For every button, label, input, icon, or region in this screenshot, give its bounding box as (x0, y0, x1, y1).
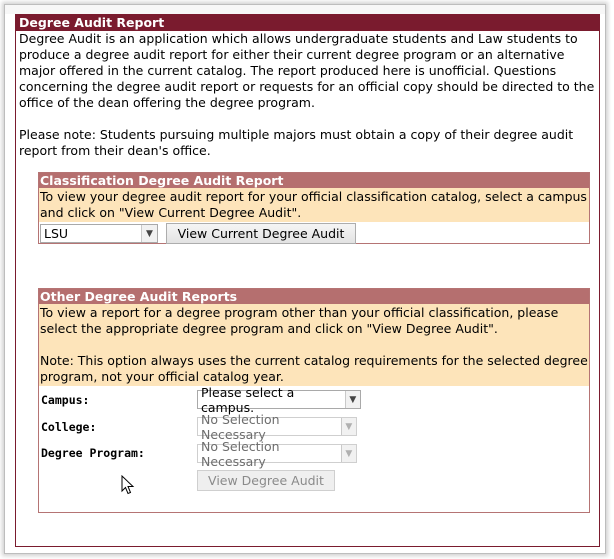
top-scroll-sliver (5, 5, 605, 14)
campus-select-value: Please select a campus. (201, 384, 295, 415)
view-degree-audit-button[interactable]: View Degree Audit (197, 470, 335, 491)
chevron-down-icon: ▼ (341, 418, 356, 435)
other-reports-description (39, 304, 589, 386)
other-reports-title: Other Degree Audit Reports (39, 289, 589, 304)
campus-label: Campus: (41, 393, 90, 407)
classification-description (39, 188, 589, 222)
classification-campus-value: LSU (44, 226, 69, 241)
classification-title: Classification Degree Audit Report (39, 173, 589, 188)
classification-description-text: To view your degree audit report for your official classification catalog, select a campus and click on "View Current Degree Audit". (40, 189, 587, 220)
degree-audit-panel (15, 14, 600, 547)
multiple-majors-note: Please note: Students pursuing multiple majors must obtain a copy of their degree audit report from their dean's office. (19, 127, 574, 158)
degree-program-select[interactable] (197, 438, 357, 469)
college-select[interactable] (197, 411, 357, 442)
campus-select[interactable] (197, 384, 361, 415)
other-reports-description-text: To view a report for a degree program other than your official classification, please select the appropriate degree program and click on "View Degree Audit". (40, 305, 559, 336)
view-current-degree-audit-button[interactable]: View Current Degree Audit (166, 223, 356, 244)
classification-campus-select[interactable] (40, 224, 158, 243)
classification-controls (40, 224, 356, 244)
mouse-pointer-icon (121, 475, 135, 495)
classification-section (38, 172, 590, 244)
degree-program-select-value: No Selection Necessary (201, 438, 280, 469)
chevron-down-icon: ▼ (141, 225, 157, 242)
college-select-value: No Selection Necessary (201, 411, 280, 442)
college-label: College: (41, 420, 97, 434)
degree-program-label: Degree Program: (41, 446, 145, 460)
intro-text (16, 31, 599, 159)
catalog-note-text: Note: This option always uses the current catalog requirements for the selected degree program, not your official catalog year. (40, 353, 588, 384)
intro-paragraph: Degree Audit is an application which allows undergraduate students and Law students to produce a degree audit report for either their current degree program or an alternative major offered in the current catalog. The report produced here is unofficial. Questions concerning the degree audit report or requests for an official copy should be directed to the office of the dean offering the degree program. (19, 31, 595, 110)
page-frame (4, 4, 606, 554)
chevron-down-icon: ▼ (345, 391, 360, 408)
panel-title: Degree Audit Report (16, 14, 599, 31)
chevron-down-icon: ▼ (341, 445, 356, 462)
